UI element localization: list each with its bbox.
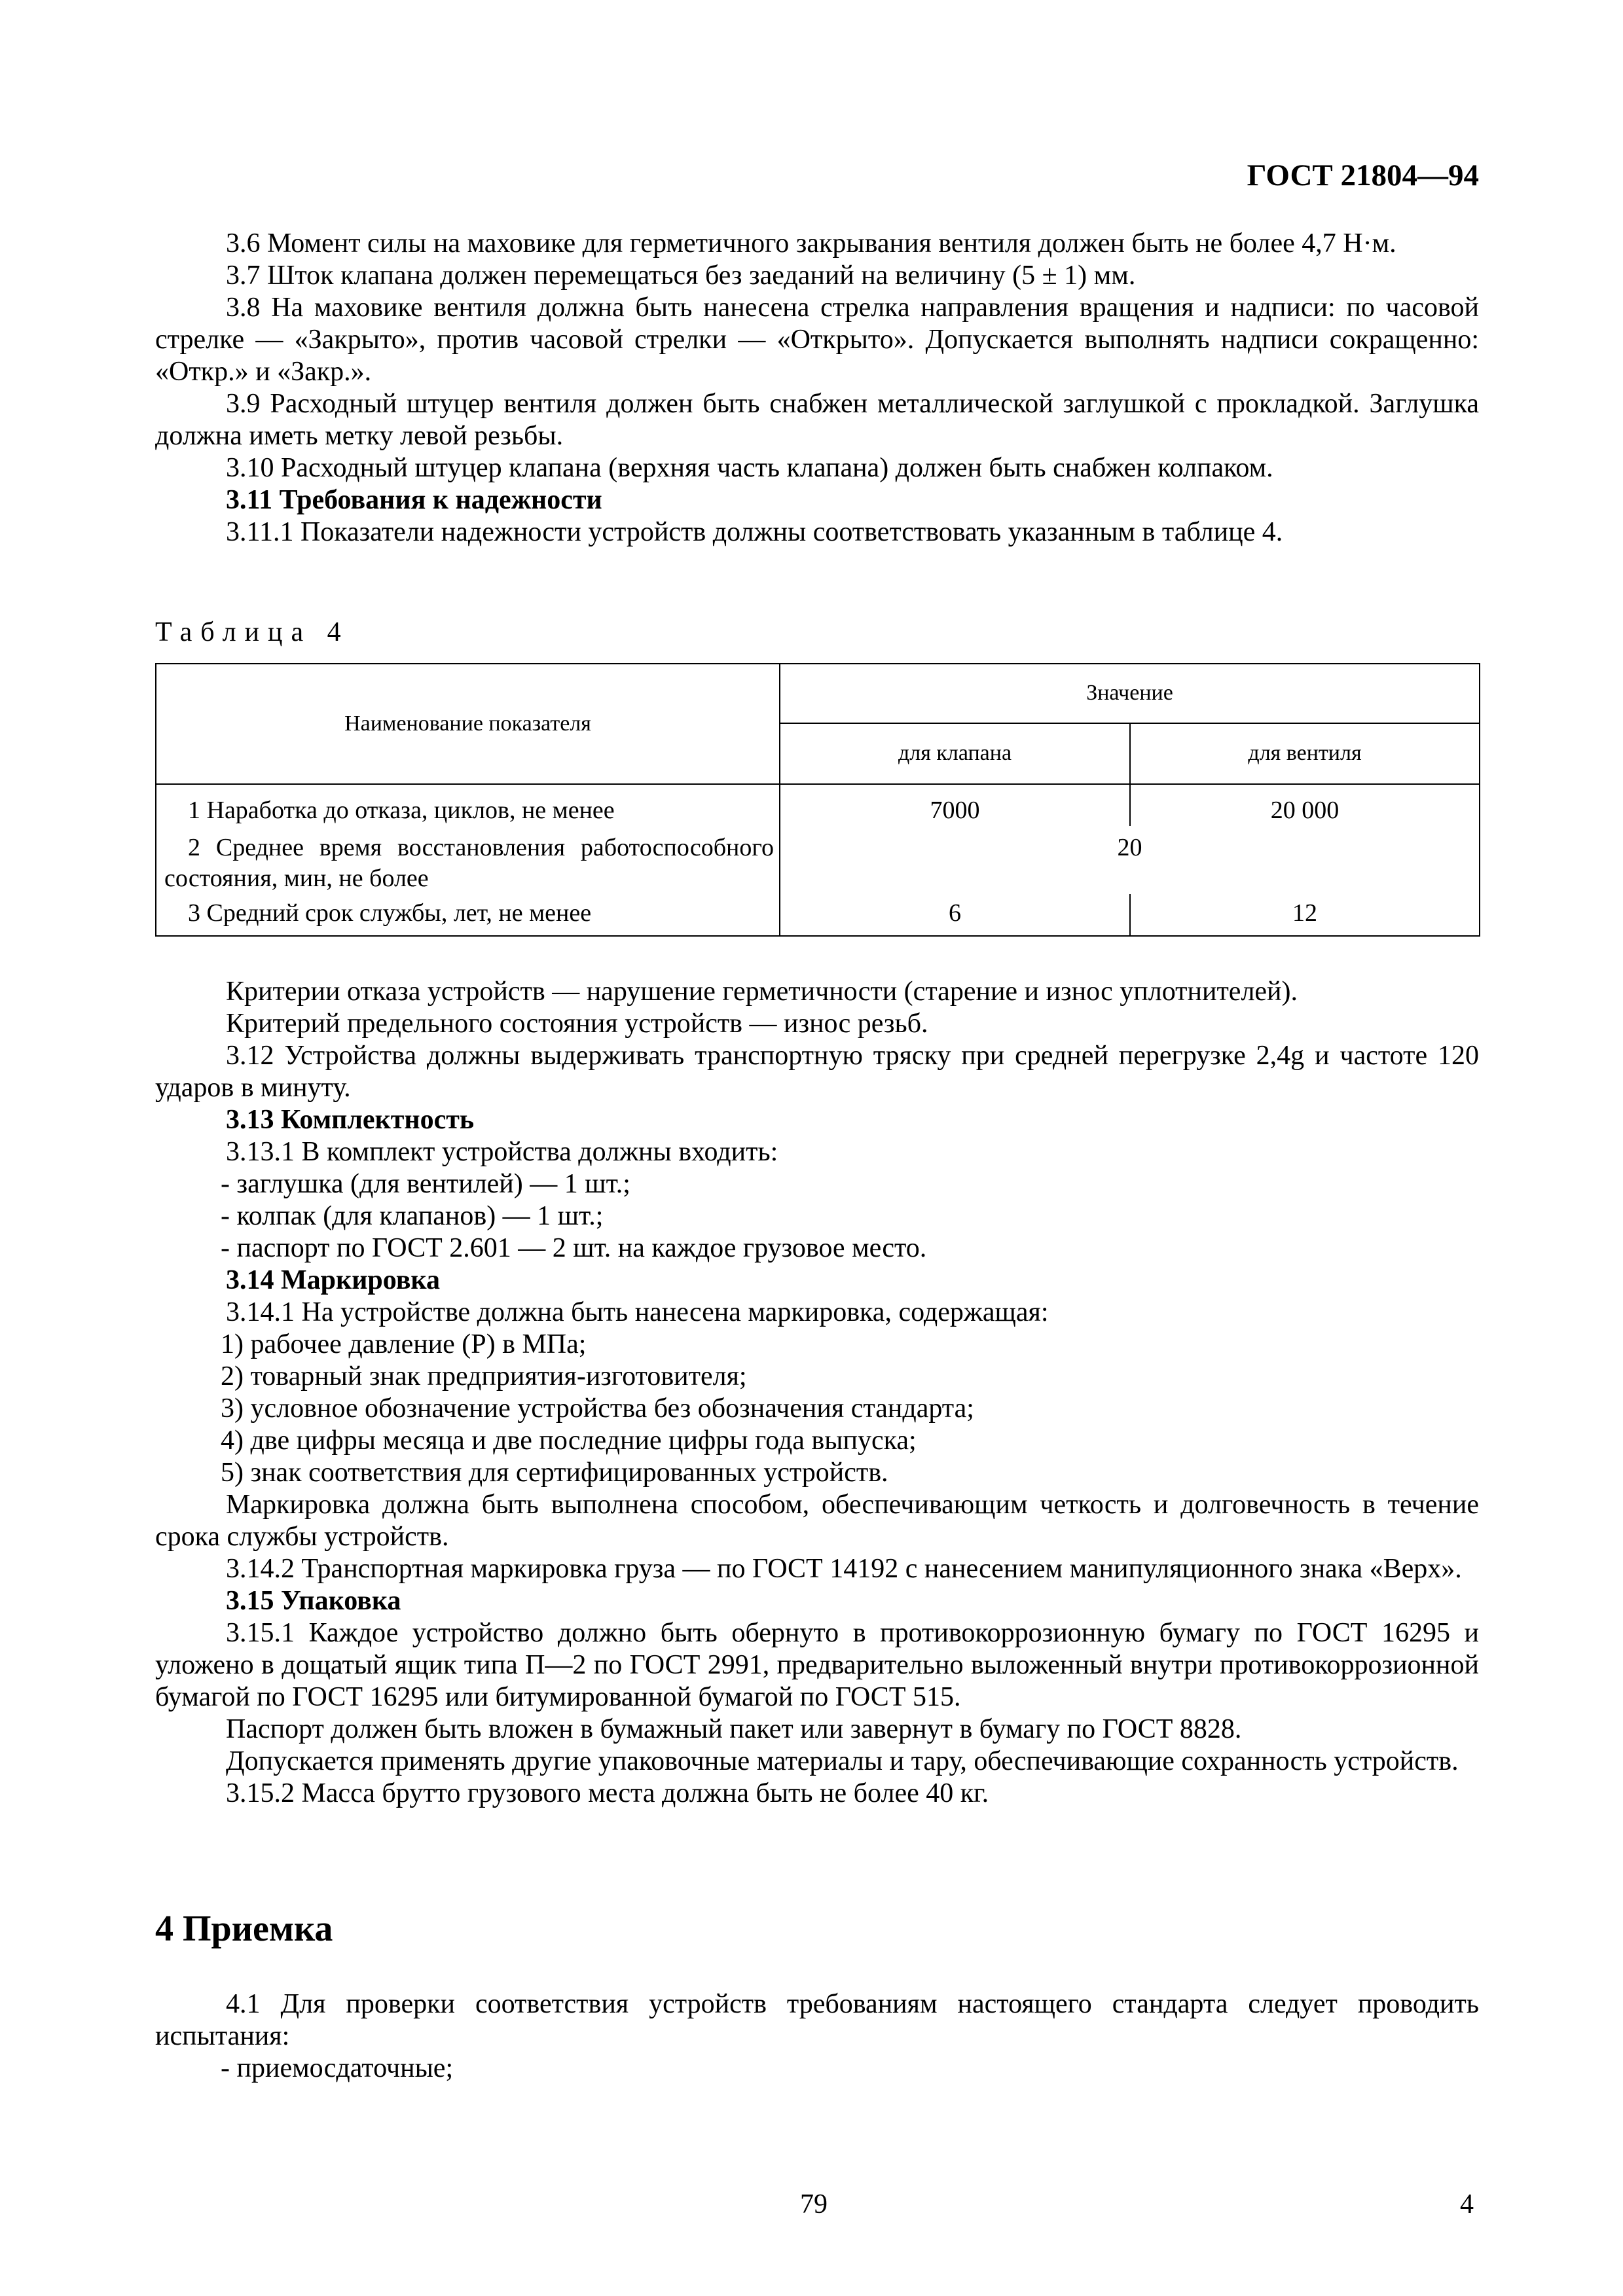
table-cell-name: 1 Наработка до отказа, циклов, не менее: [156, 784, 780, 826]
table-cell-ventil: 12: [1130, 894, 1480, 936]
paragraph-4-1: 4.1 Для проверки соответствия устройств требованиям настоящего стандарта следует проводить испытания:: [155, 1989, 1479, 2051]
paragraph-3-15-1: 3.15.1 Каждое устройство должно быть обернуто в противокоррозионную бумагу по ГОСТ 16295 и уложено в дощатый ящик типа П—2 по ГОСТ 2991, предварительно выложенный внутри противокоррозионной бумагой по ГОСТ 16295 или битумированной бумагой по ГОСТ 515.: [155, 1618, 1479, 1712]
table-row: [156, 826, 1480, 894]
paragraph-failure-criteria: Критерии отказа устройств — нарушение герметичности (старение и износ уплотнителей).: [226, 977, 1298, 1007]
list-item: - паспорт по ГОСТ 2.601 — 2 шт. на каждое грузовое место.: [221, 1233, 927, 1263]
table-header-name: Наименование показателя: [156, 664, 780, 784]
section-3-requirements-bottom: [155, 976, 1479, 1810]
table-cell-name: 3 Средний срок службы, лет, не менее: [156, 894, 780, 936]
table-header-valve: для клапана: [780, 723, 1130, 784]
heading-3-13: 3.13 Комплектность: [226, 1105, 475, 1135]
paragraph-3-6: 3.6 Момент силы на маховике для герметичного закрывания вентиля должен быть не более 4,7 Н·м.: [226, 228, 1396, 259]
table-cell-valve: 7000: [780, 784, 1130, 826]
table-cell-name: 2 Среднее время восстановления работоспособного состояния, мин, не более: [156, 826, 780, 894]
page-header-standard-number: ГОСТ 21804—94: [1247, 158, 1479, 192]
paragraph-3-14-2: 3.14.2 Транспортная маркировка груза — по ГОСТ 14192 с нанесением манипуляционного знака «Верх».: [226, 1554, 1462, 1584]
table-row: [156, 784, 1480, 826]
list-item: 1) рабочее давление (P) в МПа;: [221, 1329, 587, 1359]
table-header-value: Значение: [780, 664, 1480, 723]
paragraph-3-8: 3.8 На маховике вентиля должна быть нанесена стрелка направления вращения и надписи: по часовой стрелке — «Закрыто», против часовой стрелки — «Открыто». Допускается выполнять надписи сокращенно: «Откр.» и «Закр.».: [155, 293, 1479, 387]
paragraph-passport: Паспорт должен быть вложен в бумажный пакет или завернут в бумагу по ГОСТ 8828.: [226, 1714, 1242, 1744]
list-item: 2) товарный знак предприятия-изготовителя;: [221, 1361, 747, 1391]
section-4-acceptance: [155, 1988, 1479, 2085]
section-4-title: 4 Приемка: [155, 1909, 333, 1949]
paragraph-other-packaging: Допускается применять другие упаковочные материалы и тару, обеспечивающие сохранность устройств.: [226, 1746, 1459, 1776]
paragraph-3-13-1: 3.13.1 В комплект устройства должны входить:: [226, 1137, 778, 1167]
list-item: - приемосдаточные;: [221, 2053, 454, 2083]
table-cell-common-value: 20: [780, 826, 1480, 894]
paragraph-3-11-1: 3.11.1 Показатели надежности устройств должны соответствовать указанным в таблице 4.: [226, 517, 1283, 547]
paragraph-3-7: 3.7 Шток клапана должен перемещаться без заеданий на величину (5 ± 1) мм.: [226, 260, 1136, 291]
table-caption: Таблица 4: [155, 617, 350, 647]
list-item: 3) условное обозначение устройства без обозначения стандарта;: [221, 1393, 974, 1424]
list-item: 4) две цифры месяца и две последние цифры года выпуска;: [221, 1426, 917, 1456]
list-item: - заглушка (для вентилей) — 1 шт.;: [221, 1169, 630, 1199]
heading-3-15: 3.15 Упаковка: [226, 1586, 401, 1616]
paragraph-3-14-1: 3.14.1 На устройстве должна быть нанесена маркировка, содержащая:: [226, 1297, 1049, 1327]
section-3-requirements-top: [155, 228, 1479, 548]
table-cell-ventil: 20 000: [1130, 784, 1480, 826]
heading-3-11: 3.11 Требования к надежности: [226, 485, 602, 515]
paragraph-3-10: 3.10 Расходный штуцер клапана (верхняя часть клапана) должен быть снабжен колпаком.: [226, 453, 1273, 483]
table-header-ventil: для вентиля: [1130, 723, 1480, 784]
page-number-right: 4: [1460, 2189, 1474, 2219]
paragraph-3-9: 3.9 Расходный штуцер вентиля должен быть снабжен металлической заглушкой с прокладкой. Заглушка должна иметь метку левой резьбы.: [155, 389, 1479, 451]
paragraph-limit-state: Критерий предельного состояния устройств — износ резьб.: [226, 1009, 928, 1039]
paragraph-3-12: 3.12 Устройства должны выдерживать транспортную тряску при средней перегрузке 2,4g и частоте 120 ударов в минуту.: [155, 1041, 1479, 1103]
table-cell-valve: 6: [780, 894, 1130, 936]
list-item: - колпак (для клапанов) — 1 шт.;: [221, 1201, 604, 1231]
list-item: 5) знак соответствия для сертифицированных устройств.: [221, 1458, 888, 1488]
table-row: [156, 894, 1480, 936]
heading-3-14: 3.14 Маркировка: [226, 1265, 440, 1295]
page-number-center: 79: [800, 2189, 828, 2219]
reliability-table: [155, 663, 1480, 937]
paragraph-3-15-2: 3.15.2 Масса брутто грузового места должна быть не более 40 кг.: [226, 1778, 989, 1808]
paragraph-marking: Маркировка должна быть выполнена способом, обеспечивающим четкость и долговечность в течение срока службы устройств.: [155, 1490, 1479, 1552]
